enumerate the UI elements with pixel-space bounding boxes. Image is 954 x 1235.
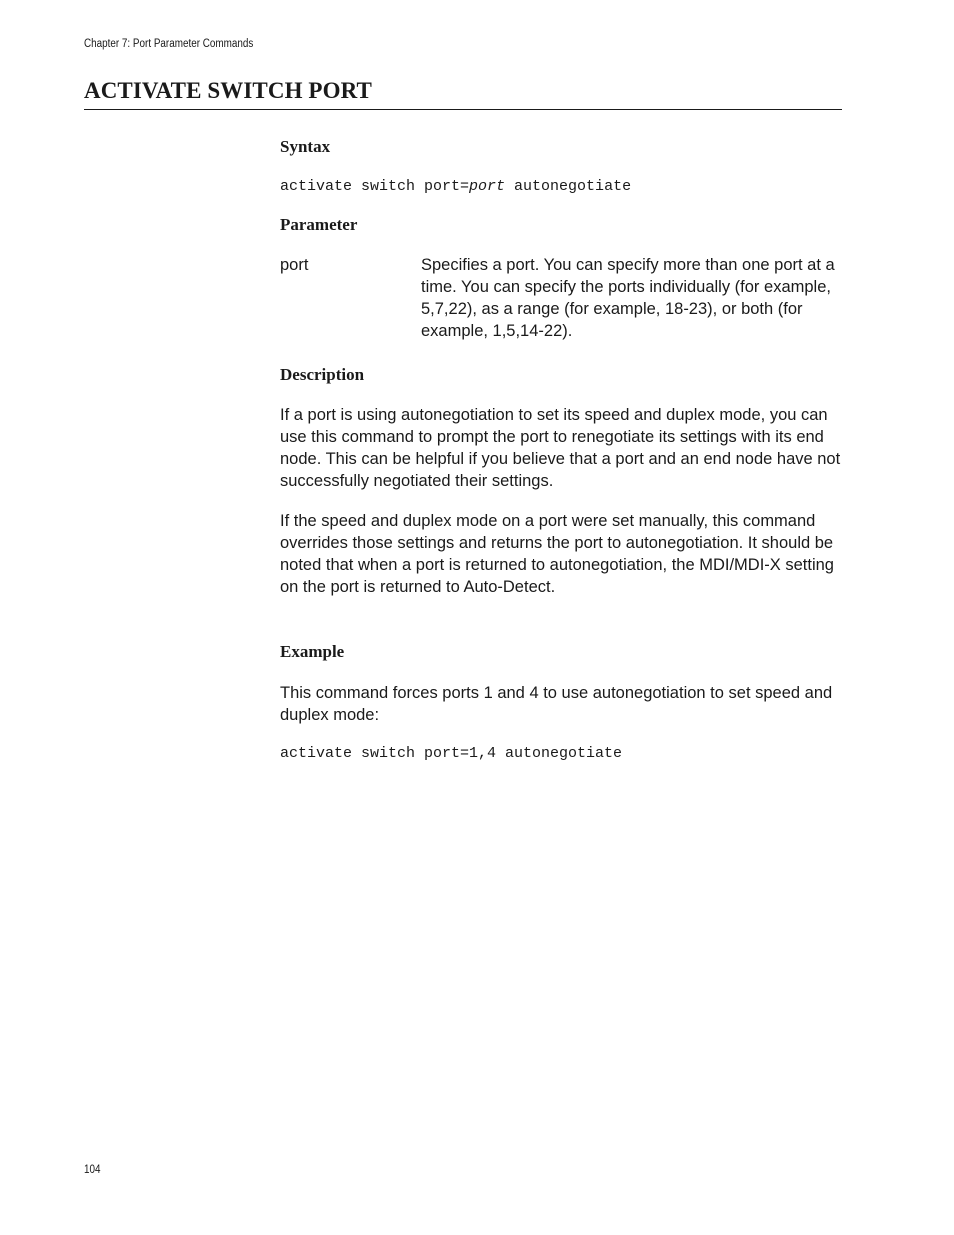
page-number: 104 — [84, 1164, 101, 1176]
title-rule — [84, 109, 842, 110]
example-text: This command forces ports 1 and 4 to use autonegotiation to set speed and duplex mode: — [280, 684, 833, 724]
syntax-code-variable: port — [469, 178, 506, 195]
page-title: ACTIVATE SWITCH PORT — [84, 78, 372, 103]
parameter-heading: Parameter — [280, 215, 358, 234]
parameter-description: Specifies a port. You can specify more than one port at a time. You can specify the ports individually (for example, 5,7,22), as a range (for example, 18-23), or both (for example, 1,5,14-22). — [421, 256, 835, 340]
syntax-code-suffix: autonegotiate — [505, 178, 632, 195]
example-heading: Example — [280, 642, 345, 661]
description-heading: Description — [280, 365, 365, 384]
syntax-heading: Syntax — [280, 137, 331, 156]
example-code: activate switch port=1,4 autonegotiate — [280, 745, 623, 762]
description-paragraph-2: If the speed and duplex mode on a port were set manually, this command overrides those settings and returns the port to autonegotiation. It should be noted that when a port is returned to autonegotiation, the MDI/MDI-X setting on the port is returned to Auto-Detect. — [280, 512, 834, 596]
parameter-name: port — [280, 256, 309, 274]
running-header: Chapter 7: Port Parameter Commands — [84, 38, 254, 50]
syntax-code — [280, 178, 631, 195]
syntax-code-prefix: activate switch port= — [280, 178, 470, 195]
description-paragraph-1: If a port is using autonegotiation to set its speed and duplex mode, you can use this command to prompt the port to renegotiate its settings with its end node. This can be helpful if you believe that a port and an end node have not successfully negotiated their settings. — [280, 406, 841, 490]
